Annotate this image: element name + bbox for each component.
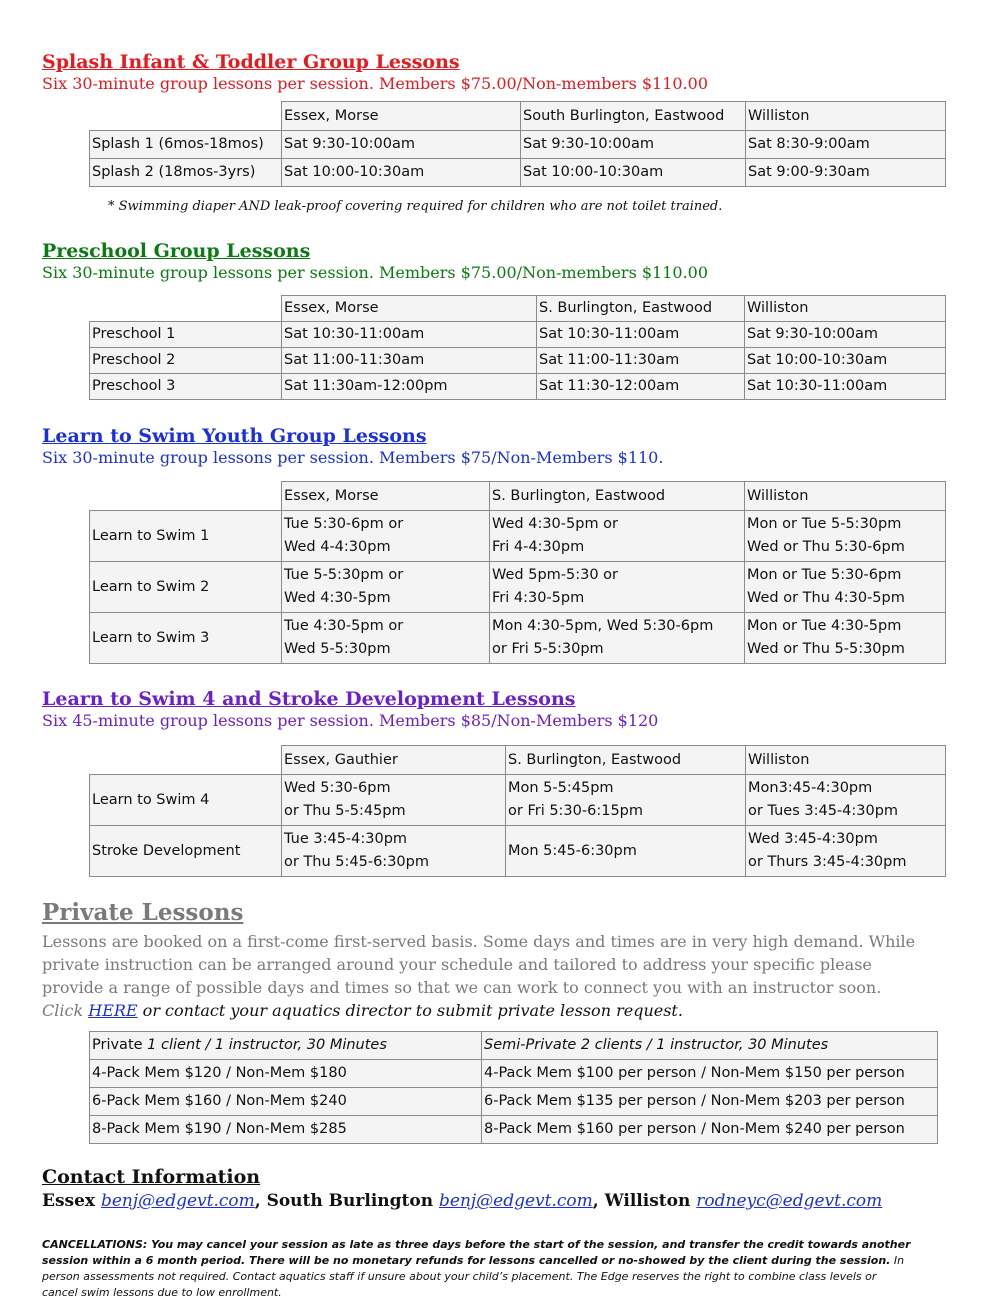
time-cell: Sat 10:00-10:30am [282,159,521,187]
class-name-cell: Preschool 1 [90,322,282,348]
pool-name: , Morse [325,107,379,124]
time-line: or Fri 5:30-6:15pm [508,803,644,819]
table-row [90,322,946,348]
time-line: Wed 4-4:30pm [284,539,391,555]
time-cell: Sat 11:00-11:30am [537,348,745,374]
class-age-range: (18mos-3yrs) [153,164,256,180]
location-name: Essex [284,751,326,768]
time-line: Wed or Thu 4:30-5pm [747,590,905,606]
time-cell [282,562,490,613]
time-line: or Thu 5-5:45pm [284,803,406,819]
header-cell-private [90,1032,482,1060]
time-line: Wed or Thu 5-5:30pm [747,641,905,657]
request-instruction-text: or contact your aquatics director to submit private lesson request. [137,1001,683,1020]
header-cell-south-burlington [506,746,746,775]
location-name: Essex [284,487,326,504]
class-name-cell: Stroke Development [90,826,282,877]
time-line: Mon or Tue 5-5:30pm [747,516,902,532]
time-cell: Sat 10:30-11:00am [282,322,537,348]
time-cell [745,562,946,613]
header-cell-williston [746,102,946,131]
class-name-cell: Learn to Swim 2 [90,562,282,613]
class-name-cell: Learn to Swim 1 [90,511,282,562]
williston-email-link[interactable]: rodneyc@edgevt.com [696,1191,883,1211]
pool-name: , Eastwood [645,107,725,124]
class-name-cell: Learn to Swim 4 [90,775,282,826]
time-cell: Sat 9:30-10:00am [282,131,521,159]
location-name: South Burlington [523,107,646,124]
time-cell [490,562,745,613]
table-header-row [90,1032,938,1060]
time-cell [282,826,506,877]
time-line: Wed 4:30-5pm or [492,516,619,532]
policy-line: CANCELLATIONS: You may cancel your session as late as three days before the start of the session, and transfer the credit towards another [42,1238,911,1251]
location-name: Essex [284,300,326,316]
lesson-type: Private [92,1037,143,1053]
pool-name: , Eastwood [601,751,682,768]
price-cell: 8-Pack Mem $190 / Non-Mem $285 [90,1116,482,1144]
time-cell [746,826,946,877]
click-label: Click [42,1001,84,1020]
price-cell: 8-Pack Mem $160 per person / Non-Mem $240 per person [482,1116,938,1144]
table-row [90,511,946,562]
splash-section-subtitle: Six 30-minute group lessons per session. Members $75.00/Non-members $110.00 [42,74,709,93]
class-name: Splash 1 [92,136,154,152]
time-cell [282,613,490,664]
stroke-development-schedule-table [89,745,946,877]
price-cell: 4-Pack Mem $100 per person / Non-Mem $150 per person [482,1060,938,1088]
header-cell-williston [745,296,946,322]
time-line: Tue 5-5:30pm or [284,567,404,583]
time-cell [506,826,746,877]
time-line: or Fri 5-5:30pm [492,641,604,657]
class-name-cell: Preschool 3 [90,374,282,400]
time-cell: Sat 8:30-9:00am [746,131,946,159]
contact-information-title: Contact Information [42,1166,261,1188]
swim-diaper-note: * Swimming diaper AND leak-proof covering required for children who are not toilet trained. [108,199,723,214]
class-name: Splash 2 [92,164,154,180]
table-row [90,826,946,877]
blank-corner-cell [90,746,282,775]
class-name-cell [90,159,282,187]
header-cell-semi-private [482,1032,938,1060]
header-cell-south-burlington [537,296,745,322]
preschool-schedule-table [89,295,946,400]
time-cell [490,613,745,664]
time-cell: Sat 10:30-11:00am [745,374,946,400]
time-cell [745,511,946,562]
time-line: Wed 4:30-5pm [284,590,391,606]
policy-text-bold: session within a 6 month period. There will be no monetary refunds for lessons cancelled or no-showed by the client during the session. [42,1254,891,1267]
header-cell-essex [282,482,490,511]
time-cell: Sat 10:00-10:30am [745,348,946,374]
pool-name: , Eastwood [585,487,666,504]
lesson-type: Semi-Private [484,1037,577,1053]
private-lesson-request-link[interactable]: HERE [88,1001,138,1020]
stroke-development-section-subtitle: Six 45-minute group lessons per session. Members $85/Non-Members $120 [42,711,659,730]
time-line: Mon or Tue 4:30-5pm [747,618,902,634]
private-lessons-description [42,930,982,1022]
time-line: Mon 4:30-5pm, Wed 5:30-6pm [492,618,714,634]
time-cell: Sat 9:30-10:00am [745,322,946,348]
south-burlington-email-link[interactable]: benj@edgevt.com [439,1191,593,1211]
pool-name: , Gauthier [325,751,398,768]
pool-name: , Eastwood [632,300,713,316]
time-cell [490,511,745,562]
private-lessons-pricing-table [89,1031,938,1144]
essex-label: Essex [42,1191,101,1211]
table-header-row [90,746,946,775]
splash-section-title: Splash Infant & Toddler Group Lessons [42,51,460,73]
time-line: or Thurs 3:45-4:30pm [748,854,907,870]
learn-to-swim-schedule-table [89,481,946,664]
essex-email-link[interactable]: benj@edgevt.com [100,1191,255,1211]
header-cell-essex [282,102,521,131]
time-line: Tue 4:30-5pm or [284,618,404,634]
time-cell [746,775,946,826]
time-line: or Tues 3:45-4:30pm [748,803,899,819]
class-age-range: (6mos-18mos) [153,136,264,152]
table-row [90,775,946,826]
table-header-row [90,482,946,511]
learn-to-swim-section-subtitle: Six 30-minute group lessons per session. Members $75/Non-Members $110. [42,448,664,467]
time-cell: Sat 9:00-9:30am [746,159,946,187]
description-line: private instruction can be arranged around your schedule and tailored to address your specific please [42,955,872,974]
time-line: Wed or Thu 5:30-6pm [747,539,905,555]
preschool-section-subtitle: Six 30-minute group lessons per session. Members $75.00/Non-members $110.00 [42,263,709,282]
time-cell [745,613,946,664]
table-header-row [90,296,946,322]
learn-to-swim-section-title: Learn to Swim Youth Group Lessons [42,425,427,447]
cancellation-policy [42,1237,982,1301]
lesson-type-detail: 1 client / 1 instructor, 30 Minutes [142,1037,387,1053]
time-line: Wed 3:45-4:30pm [748,831,878,847]
time-cell [506,775,746,826]
time-line: Tue 5:30-6pm or [284,516,404,532]
description-line: provide a range of possible days and times so that we can work to connect you with an instructor soon. [42,978,882,997]
time-cell: Sat 10:00-10:30am [521,159,746,187]
policy-text: In [890,1254,905,1267]
price-cell: 6-Pack Mem $135 per person / Non-Mem $203 per person [482,1088,938,1116]
stroke-development-section-title: Learn to Swim 4 and Stroke Development Lessons [42,688,576,710]
time-cell: Sat 11:30-12:00am [537,374,745,400]
table-row [90,1088,938,1116]
blank-corner-cell [90,482,282,511]
table-header-row [90,102,946,131]
policy-line [42,1253,982,1269]
time-line: Mon3:45-4:30pm [748,780,873,796]
time-line: Wed 5pm-5:30 or [492,567,619,583]
price-cell: 4-Pack Mem $120 / Non-Mem $180 [90,1060,482,1088]
table-row [90,131,946,159]
time-cell [282,511,490,562]
location-name: Williston [748,751,810,768]
location-name: S. Burlington [492,487,586,504]
class-name-cell: Learn to Swim 3 [90,613,282,664]
time-cell: Sat 10:30-11:00am [537,322,745,348]
description-line [42,999,982,1022]
time-cell: Sat 9:30-10:00am [521,131,746,159]
policy-line: person assessments not required. Contact aquatics staff if unsure about your child’s placement. The Edge reserves the right to combine class levels or [42,1270,877,1283]
location-name: Essex [284,107,326,124]
private-lessons-title: Private Lessons [42,899,244,926]
table-row [90,562,946,613]
table-row [90,1116,938,1144]
time-line: Wed 5:30-6pm [284,780,391,796]
header-cell-south-burlington [490,482,745,511]
time-cell: Sat 11:00-11:30am [282,348,537,374]
williston-label: , Williston [592,1191,697,1211]
location-name: S. Burlington [539,300,633,316]
table-row [90,159,946,187]
table-row [90,348,946,374]
header-cell-essex [282,746,506,775]
time-line: or Thu 5:45-6:30pm [284,854,429,870]
class-name-cell [90,131,282,159]
location-name: Williston [747,300,809,316]
preschool-section-title: Preschool Group Lessons [42,240,311,262]
time-line: Fri 4:30-5pm [492,590,585,606]
lesson-type-detail: 2 clients / 1 instructor, 30 Minutes [576,1037,829,1053]
time-line: Mon or Tue 5:30-6pm [747,567,902,583]
price-cell: 6-Pack Mem $160 / Non-Mem $240 [90,1088,482,1116]
splash-schedule-table [89,101,946,187]
header-cell-williston [746,746,946,775]
time-line: Mon 5:45-6:30pm [508,842,637,859]
pool-name: , Morse [325,487,379,504]
table-row [90,374,946,400]
time-line: Wed 5-5:30pm [284,641,391,657]
south-burlington-label: , South Burlington [254,1191,439,1211]
table-row [90,1060,938,1088]
location-name: S. Burlington [508,751,602,768]
header-cell-essex [282,296,537,322]
header-cell-williston [745,482,946,511]
time-cell [282,775,506,826]
time-cell: Sat 11:30am-12:00pm [282,374,537,400]
blank-corner-cell [90,102,282,131]
class-name-cell: Preschool 2 [90,348,282,374]
header-cell-south-burlington [521,102,746,131]
description-line: Lessons are booked on a first-come first-served basis. Some days and times are in very high demand. While [42,932,916,951]
pool-name: , Morse [325,300,379,316]
location-name: Williston [748,107,810,124]
blank-corner-cell [90,296,282,322]
location-name: Williston [747,487,809,504]
table-row [90,613,946,664]
time-line: Fri 4-4:30pm [492,539,585,555]
time-line: Mon 5-5:45pm [508,780,614,796]
contact-emails-line [42,1191,882,1211]
time-line: Tue 3:45-4:30pm [284,831,408,847]
policy-line: cancel swim lessons due to low enrollment. [42,1286,282,1299]
